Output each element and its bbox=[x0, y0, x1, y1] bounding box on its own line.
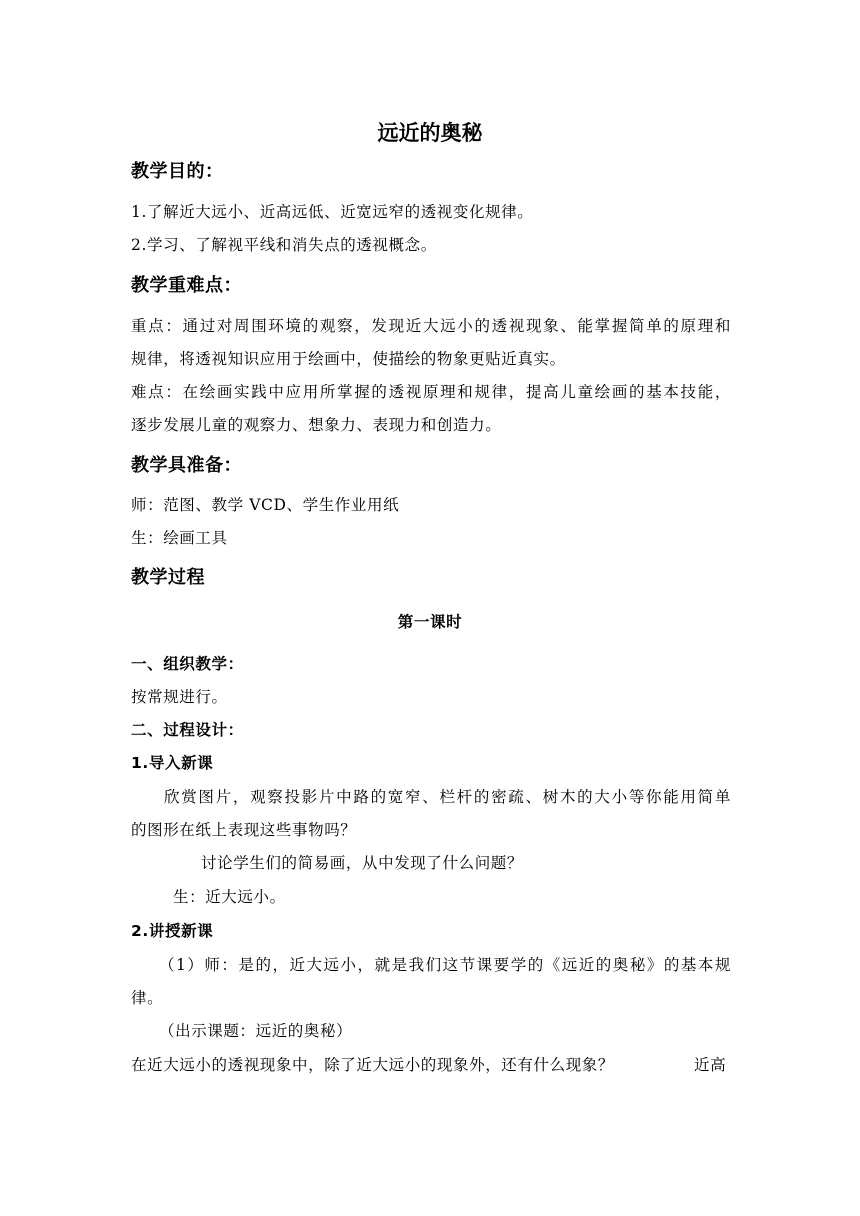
step-2-line-3: （出示课题：远近的奥秘） bbox=[159, 1022, 353, 1040]
lesson-title: 第一课时 bbox=[397, 613, 463, 631]
step-1-line-2: 的图形在纸上表现这些事物吗？ bbox=[131, 821, 357, 839]
difficulty-line-2: 逐步发展儿童的观察力、想象力、表现力和创造力。 bbox=[131, 416, 502, 434]
step-2-line-1: （1）师：是的，近大远小，就是我们这节课要学的《远近的奥秘》的基本规 bbox=[159, 956, 731, 974]
objective-item-1: 1.了解近大远小、近高远低、近宽远窄的透视变化规律。 bbox=[131, 203, 534, 221]
focus-line-1: 重点：通过对周围环境的观察，发现近大远小的透视现象、能掌握简单的原理和 bbox=[131, 317, 731, 335]
objective-item-2: 2.学习、了解视平线和消失点的透视概念。 bbox=[131, 236, 437, 254]
step-2-line-4: 在近大远小的透视现象中，除了近大远小的现象外，还有什么现象？ bbox=[131, 1056, 615, 1074]
step-2-line-4-tail: 近高 bbox=[694, 1056, 727, 1074]
step-1-line-1: 欣赏图片，观察投影片中路的宽窄、栏杆的密疏、树木的大小等你能用简单 bbox=[164, 788, 731, 806]
step-1-line-3: 讨论学生们的简易画，从中发现了什么问题？ bbox=[201, 854, 524, 872]
section-1-text: 按常规进行。 bbox=[131, 688, 228, 706]
step-1-heading: 1.导入新课 bbox=[131, 754, 214, 772]
difficulty-line-1: 难点：在绘画实践中应用所掌握的透视原理和规律，提高儿童绘画的基本技能， bbox=[131, 383, 731, 401]
section-2-heading: 二、过程设计： bbox=[131, 721, 244, 739]
step-2-heading: 2.讲授新课 bbox=[131, 922, 214, 940]
step-1-line-4: 生：近大远小。 bbox=[173, 888, 286, 906]
materials-heading: 教学具准备： bbox=[131, 455, 242, 476]
keypoints-heading: 教学重难点： bbox=[131, 275, 242, 296]
document-title: 远近的奥秘 bbox=[377, 121, 483, 145]
process-heading: 教学过程 bbox=[131, 567, 205, 588]
materials-teacher: 师：范图、教学 VCD、学生作业用纸 bbox=[131, 496, 400, 514]
step-2-line-2: 律。 bbox=[131, 989, 164, 1007]
section-1-heading: 一、组织教学： bbox=[131, 655, 244, 673]
focus-line-2: 规律，将透视知识应用于绘画中，使描绘的物象更贴近真实。 bbox=[131, 350, 566, 368]
materials-student: 生：绘画工具 bbox=[131, 529, 228, 547]
objective-heading: 教学目的： bbox=[131, 161, 224, 182]
